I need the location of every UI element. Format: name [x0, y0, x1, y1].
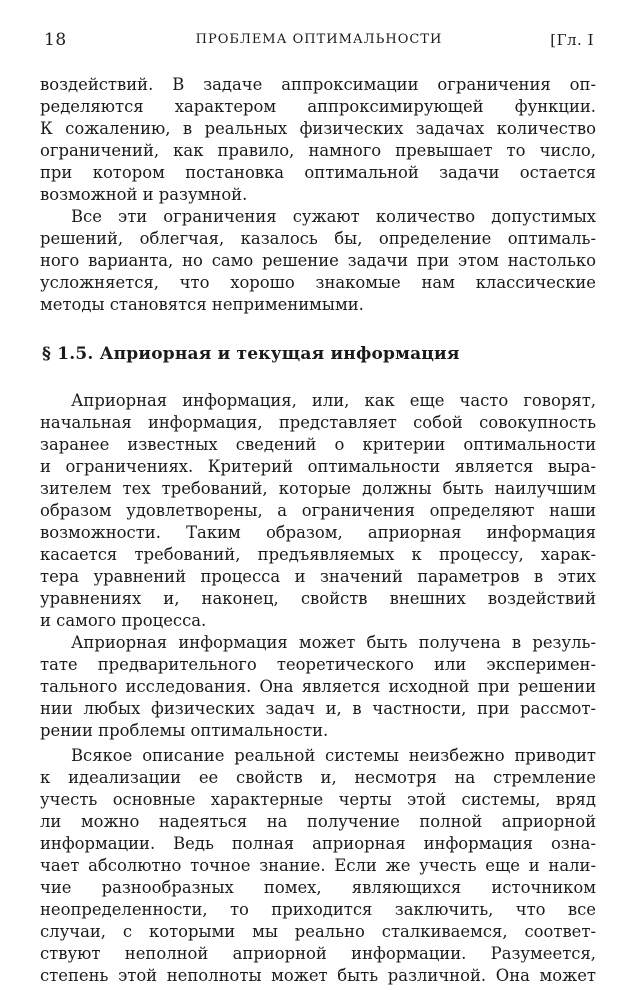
text-line: начальная информация, представляет собой совокупность	[40, 413, 596, 432]
text-line: и самого процесса.	[40, 611, 207, 630]
paragraph	[40, 390, 596, 632]
paragraph	[40, 632, 596, 742]
text-line: степень этой неполноты может быть различной. Она может	[40, 966, 596, 985]
text-line: возможности. Таким образом, априорная информация	[40, 523, 596, 542]
running-header	[44, 30, 594, 56]
text-line: Априорная информация, или, как еще часто говорят,	[71, 391, 596, 410]
text-line: рении проблемы оптимальности.	[40, 721, 329, 740]
page-number: 18	[44, 30, 67, 50]
text-line: тера уравнений процесса и значений параметров в этих	[40, 567, 596, 586]
text-line: К сожалению, в реальных физических задачах количество	[40, 119, 596, 138]
text-line: ли можно надеяться на получение полной априорной	[40, 812, 596, 831]
text-line: чие разнообразных помех, являющихся источником	[40, 878, 596, 897]
text-line: образом удовлетворены, а ограничения определяют наши	[40, 501, 596, 520]
text-line: Все эти ограничения сужают количество допустимых	[71, 207, 596, 226]
text-line: методы становятся неприменимыми.	[40, 295, 364, 314]
text-line: учесть основные характерные черты этой системы, вряд	[40, 790, 596, 809]
text-line: тального исследования. Она является исходной при решении	[40, 677, 596, 696]
section-heading: § 1.5. Априорная и текущая информация	[42, 344, 460, 364]
text-line: ного варианта, но само решение задачи при этом настолько	[40, 251, 596, 270]
text-line: к идеализации ее свойств и, несмотря на стремление	[40, 768, 596, 787]
text-line: заранее известных сведений о критерии оптимальности	[40, 435, 596, 454]
text-line: и ограничениях. Критерий оптимальности является выра-	[40, 457, 596, 476]
text-line: случаи, с которыми мы реально сталкиваемся, соответ-	[40, 922, 596, 941]
paragraph	[40, 74, 596, 206]
text-line: ределяются характером аппроксимирующей функции.	[40, 97, 596, 116]
text-line: при котором постановка оптимальной задачи остается	[40, 163, 596, 182]
text-line: ограничений, как правило, намного превышает то число,	[40, 141, 596, 160]
text-line: ствуют неполной априорной информации. Разумеется,	[40, 944, 596, 963]
paragraph	[40, 745, 596, 987]
text-line: касается требований, предъявляемых к процессу, харак-	[40, 545, 596, 564]
text-line: зителем тех требований, которые должны быть наилучшим	[40, 479, 596, 498]
text-line: тате предварительного теоретического или эксперимен-	[40, 655, 596, 674]
text-line: усложняется, что хорошо знакомые нам классические	[40, 273, 596, 292]
text-line: уравнениях и, наконец, свойств внешних воздействий	[40, 589, 596, 608]
paragraph	[40, 206, 596, 316]
text-line: Всякое описание реальной системы неизбежно приводит	[71, 746, 596, 765]
text-line: Априорная информация может быть получена в резуль-	[71, 633, 596, 652]
text-line: чает абсолютно точное знание. Если же учесть еще и нали-	[40, 856, 596, 875]
running-title: ПРОБЛЕМА ОПТИМАЛЬНОСТИ	[195, 32, 443, 47]
page-body	[40, 74, 596, 987]
text-line: возможной и разумной.	[40, 185, 248, 204]
text-line: информации. Ведь полная априорная информация озна-	[40, 834, 596, 853]
text-line: неопределенности, то приходится заключить, что все	[40, 900, 596, 919]
text-line: нии любых физических задач и, в частности, при рассмот-	[40, 699, 596, 718]
text-line: решений, облегчая, казалось бы, определение оптималь-	[40, 229, 596, 248]
text-line: воздействий. В задаче аппроксимации ограничения оп-	[40, 75, 596, 94]
chapter-reference: [Гл. I	[550, 31, 594, 49]
